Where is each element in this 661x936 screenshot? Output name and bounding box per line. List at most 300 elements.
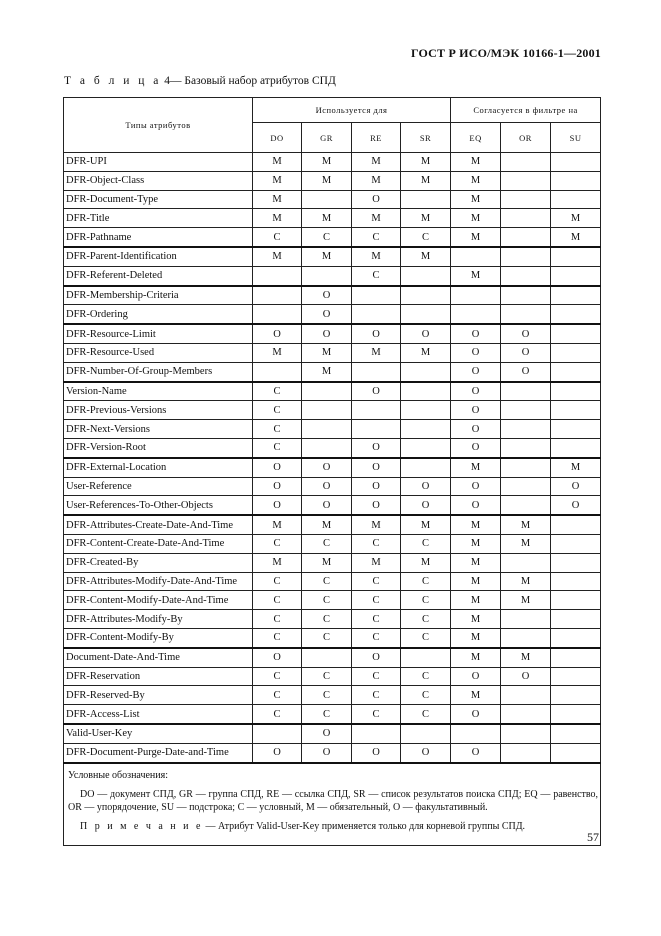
cell-gr: C xyxy=(302,705,352,724)
attribute-name: DFR-Version-Root xyxy=(64,438,253,457)
cell-do: O xyxy=(253,743,302,762)
cell-re: C xyxy=(352,534,401,553)
cell-su xyxy=(551,705,601,724)
cell-gr: O xyxy=(302,724,352,743)
header-filter: Согласуется в фильтре на xyxy=(451,98,601,123)
attribute-name: DFR-Ordering xyxy=(64,305,253,324)
cell-re: C xyxy=(352,705,401,724)
cell-re: O xyxy=(352,648,401,667)
cell-su xyxy=(551,628,601,647)
cell-eq: O xyxy=(451,743,501,762)
table-notes xyxy=(64,763,601,846)
cell-su xyxy=(551,686,601,705)
cell-sr xyxy=(401,458,451,477)
cell-re xyxy=(352,420,401,439)
cell-gr xyxy=(302,420,352,439)
cell-sr xyxy=(401,305,451,324)
cell-su: O xyxy=(551,496,601,515)
cell-gr: C xyxy=(302,591,352,610)
cell-or xyxy=(501,190,551,209)
attribute-name: DFR-Previous-Versions xyxy=(64,401,253,420)
cell-eq: M xyxy=(451,209,501,228)
column-header-gr: GR xyxy=(302,123,352,153)
cell-gr xyxy=(302,648,352,667)
cell-do: O xyxy=(253,477,302,496)
table-row xyxy=(64,324,601,343)
cell-re: M xyxy=(352,171,401,190)
attribute-name: User-References-To-Other-Objects xyxy=(64,496,253,515)
cell-gr: O xyxy=(302,286,352,305)
cell-eq: M xyxy=(451,266,501,285)
cell-sr: C xyxy=(401,610,451,629)
table-row xyxy=(64,628,601,647)
table-row xyxy=(64,724,601,743)
cell-or xyxy=(501,477,551,496)
attribute-name: DFR-Resource-Limit xyxy=(64,324,253,343)
cell-re: M xyxy=(352,153,401,172)
cell-eq: M xyxy=(451,610,501,629)
cell-su xyxy=(551,401,601,420)
attribute-name: Document-Date-And-Time xyxy=(64,648,253,667)
cell-do xyxy=(253,305,302,324)
cell-sr: O xyxy=(401,477,451,496)
cell-eq: O xyxy=(451,343,501,362)
cell-eq: M xyxy=(451,515,501,534)
cell-su xyxy=(551,382,601,401)
cell-su xyxy=(551,171,601,190)
attribute-name: DFR-Created-By xyxy=(64,553,253,572)
column-header-do: DO xyxy=(253,123,302,153)
cell-gr xyxy=(302,266,352,285)
cell-eq xyxy=(451,286,501,305)
cell-re: C xyxy=(352,572,401,591)
column-header-re: RE xyxy=(352,123,401,153)
cell-eq: O xyxy=(451,496,501,515)
cell-sr xyxy=(401,266,451,285)
cell-sr: M xyxy=(401,153,451,172)
cell-or xyxy=(501,305,551,324)
cell-gr: M xyxy=(302,171,352,190)
cell-su xyxy=(551,190,601,209)
cell-eq: M xyxy=(451,686,501,705)
table-row xyxy=(64,228,601,247)
cell-re: O xyxy=(352,496,401,515)
attribute-name: DFR-Content-Create-Date-And-Time xyxy=(64,534,253,553)
cell-do xyxy=(253,266,302,285)
attribute-name: DFR-Attributes-Modify-Date-And-Time xyxy=(64,572,253,591)
attribute-name: DFR-Attributes-Create-Date-And-Time xyxy=(64,515,253,534)
cell-su xyxy=(551,153,601,172)
cell-do: O xyxy=(253,324,302,343)
cell-gr: C xyxy=(302,572,352,591)
cell-eq: M xyxy=(451,628,501,647)
column-header-or: OR xyxy=(501,123,551,153)
cell-re: O xyxy=(352,477,401,496)
cell-or xyxy=(501,266,551,285)
notes-remark xyxy=(68,820,598,833)
attributes-table xyxy=(63,97,601,846)
cell-eq: M xyxy=(451,591,501,610)
cell-sr: C xyxy=(401,667,451,686)
header-attr-types: Типы атрибутов xyxy=(64,98,253,153)
attribute-name: Version-Name xyxy=(64,382,253,401)
cell-do: C xyxy=(253,628,302,647)
table-row xyxy=(64,515,601,534)
caption-title: — Базовый набор атрибутов СПД xyxy=(170,75,336,87)
header-used-for: Используется для xyxy=(253,98,451,123)
cell-eq xyxy=(451,247,501,266)
cell-su xyxy=(551,266,601,285)
table-row xyxy=(64,610,601,629)
table-row xyxy=(64,401,601,420)
cell-su xyxy=(551,343,601,362)
note-label: П р и м е ч а н и е xyxy=(80,820,203,832)
notes-legend: DO — документ СПД, GR — группа СПД, RE — ссылка СПД, SR — список результатов поиска СПД; EQ — равенство, OR — упорядочение, SU — подстрока; C — условный, M — обязательный, O — факультативный. xyxy=(68,788,599,813)
cell-do: M xyxy=(253,247,302,266)
cell-or xyxy=(501,705,551,724)
cell-su: M xyxy=(551,228,601,247)
cell-or: O xyxy=(501,343,551,362)
table-row xyxy=(64,382,601,401)
cell-su xyxy=(551,553,601,572)
cell-do: C xyxy=(253,382,302,401)
cell-or xyxy=(501,286,551,305)
cell-sr: C xyxy=(401,228,451,247)
cell-re xyxy=(352,724,401,743)
cell-gr: M xyxy=(302,247,352,266)
table-row xyxy=(64,286,601,305)
cell-or xyxy=(501,553,551,572)
cell-gr: M xyxy=(302,362,352,381)
cell-sr: C xyxy=(401,572,451,591)
cell-eq: M xyxy=(451,553,501,572)
cell-eq: O xyxy=(451,705,501,724)
cell-do xyxy=(253,362,302,381)
cell-su: M xyxy=(551,458,601,477)
cell-do: C xyxy=(253,534,302,553)
cell-su xyxy=(551,286,601,305)
cell-gr: O xyxy=(302,305,352,324)
cell-eq: M xyxy=(451,190,501,209)
attribute-name: DFR-Content-Modify-By xyxy=(64,628,253,647)
cell-sr: C xyxy=(401,534,451,553)
cell-or xyxy=(501,209,551,228)
table-row xyxy=(64,667,601,686)
table-row xyxy=(64,171,601,190)
cell-re: O xyxy=(352,190,401,209)
cell-eq xyxy=(451,724,501,743)
cell-gr: M xyxy=(302,553,352,572)
cell-gr: O xyxy=(302,458,352,477)
attribute-name: DFR-External-Location xyxy=(64,458,253,477)
attribute-name: DFR-Title xyxy=(64,209,253,228)
cell-sr: M xyxy=(401,247,451,266)
cell-or xyxy=(501,153,551,172)
attribute-name: Valid-User-Key xyxy=(64,724,253,743)
cell-re: O xyxy=(352,743,401,762)
caption-number: 4 xyxy=(164,75,171,87)
cell-su xyxy=(551,420,601,439)
cell-re: C xyxy=(352,686,401,705)
cell-sr: O xyxy=(401,496,451,515)
cell-re: M xyxy=(352,209,401,228)
cell-su xyxy=(551,572,601,591)
cell-su xyxy=(551,724,601,743)
cell-do: C xyxy=(253,686,302,705)
cell-re: O xyxy=(352,382,401,401)
attribute-name: DFR-Document-Type xyxy=(64,190,253,209)
table-row xyxy=(64,420,601,439)
cell-sr: C xyxy=(401,591,451,610)
cell-sr xyxy=(401,420,451,439)
cell-or xyxy=(501,420,551,439)
attribute-name: DFR-Next-Versions xyxy=(64,420,253,439)
cell-or xyxy=(501,171,551,190)
attribute-name: DFR-Membership-Criteria xyxy=(64,286,253,305)
cell-do: C xyxy=(253,572,302,591)
cell-do: C xyxy=(253,228,302,247)
cell-eq: M xyxy=(451,572,501,591)
cell-do: M xyxy=(253,153,302,172)
table-row xyxy=(64,743,601,762)
cell-or xyxy=(501,228,551,247)
table-row xyxy=(64,534,601,553)
cell-eq: O xyxy=(451,362,501,381)
table-row xyxy=(64,266,601,285)
table-row xyxy=(64,591,601,610)
cell-sr xyxy=(401,401,451,420)
cell-su xyxy=(551,591,601,610)
cell-eq: O xyxy=(451,420,501,439)
cell-sr xyxy=(401,382,451,401)
table-row xyxy=(64,686,601,705)
cell-sr: M xyxy=(401,209,451,228)
cell-sr: C xyxy=(401,705,451,724)
cell-do: C xyxy=(253,667,302,686)
cell-eq: O xyxy=(451,324,501,343)
cell-re: C xyxy=(352,667,401,686)
cell-gr: C xyxy=(302,628,352,647)
cell-or xyxy=(501,743,551,762)
table-row xyxy=(64,553,601,572)
cell-gr: O xyxy=(302,743,352,762)
cell-su xyxy=(551,438,601,457)
table-row xyxy=(64,648,601,667)
cell-re: C xyxy=(352,610,401,629)
cell-eq: M xyxy=(451,648,501,667)
cell-or: M xyxy=(501,648,551,667)
cell-su xyxy=(551,324,601,343)
table-row xyxy=(64,247,601,266)
table-caption xyxy=(64,75,336,87)
cell-eq: M xyxy=(451,153,501,172)
cell-su: M xyxy=(551,209,601,228)
cell-re: O xyxy=(352,324,401,343)
note-text: — Атрибут Valid-User-Key применяется только для корневой группы СПД. xyxy=(202,820,526,832)
cell-do: C xyxy=(253,705,302,724)
cell-sr: M xyxy=(401,553,451,572)
table-row xyxy=(64,496,601,515)
cell-su xyxy=(551,515,601,534)
cell-do: O xyxy=(253,458,302,477)
cell-re xyxy=(352,305,401,324)
table-row xyxy=(64,705,601,724)
cell-or: O xyxy=(501,324,551,343)
cell-sr: C xyxy=(401,686,451,705)
table-row xyxy=(64,343,601,362)
cell-re: O xyxy=(352,438,401,457)
cell-or xyxy=(501,247,551,266)
cell-do: M xyxy=(253,553,302,572)
attribute-name: DFR-Content-Modify-Date-And-Time xyxy=(64,591,253,610)
table-row xyxy=(64,458,601,477)
cell-re xyxy=(352,362,401,381)
cell-do: M xyxy=(253,515,302,534)
attribute-name: DFR-Access-List xyxy=(64,705,253,724)
table-row xyxy=(64,572,601,591)
cell-su xyxy=(551,610,601,629)
cell-re xyxy=(352,286,401,305)
cell-do: C xyxy=(253,401,302,420)
cell-gr: O xyxy=(302,477,352,496)
cell-su xyxy=(551,247,601,266)
cell-or xyxy=(501,610,551,629)
page-number: 57 xyxy=(587,830,599,844)
cell-or xyxy=(501,438,551,457)
cell-re: C xyxy=(352,628,401,647)
attribute-name: DFR-Number-Of-Group-Members xyxy=(64,362,253,381)
cell-sr: M xyxy=(401,171,451,190)
table-row xyxy=(64,362,601,381)
cell-sr xyxy=(401,648,451,667)
cell-sr xyxy=(401,362,451,381)
cell-eq: O xyxy=(451,382,501,401)
cell-or xyxy=(501,686,551,705)
attribute-name: DFR-Reservation xyxy=(64,667,253,686)
cell-do: O xyxy=(253,648,302,667)
cell-do: M xyxy=(253,190,302,209)
cell-or xyxy=(501,496,551,515)
cell-re: M xyxy=(352,343,401,362)
cell-su xyxy=(551,743,601,762)
cell-or: M xyxy=(501,534,551,553)
cell-re: M xyxy=(352,553,401,572)
cell-or: M xyxy=(501,572,551,591)
table-row xyxy=(64,190,601,209)
cell-do: C xyxy=(253,610,302,629)
attribute-name: DFR-Resource-Used xyxy=(64,343,253,362)
cell-or xyxy=(501,724,551,743)
table-row xyxy=(64,438,601,457)
cell-gr xyxy=(302,382,352,401)
table-row xyxy=(64,477,601,496)
cell-do xyxy=(253,286,302,305)
cell-do: M xyxy=(253,343,302,362)
cell-su: O xyxy=(551,477,601,496)
cell-do: C xyxy=(253,591,302,610)
cell-gr xyxy=(302,190,352,209)
cell-sr xyxy=(401,190,451,209)
cell-su xyxy=(551,534,601,553)
cell-sr: M xyxy=(401,515,451,534)
cell-gr xyxy=(302,401,352,420)
cell-sr xyxy=(401,438,451,457)
cell-or xyxy=(501,458,551,477)
cell-gr xyxy=(302,438,352,457)
cell-re xyxy=(352,401,401,420)
cell-gr: C xyxy=(302,228,352,247)
attribute-name: DFR-Referent-Deleted xyxy=(64,266,253,285)
cell-or xyxy=(501,382,551,401)
cell-re: M xyxy=(352,515,401,534)
cell-re: C xyxy=(352,266,401,285)
cell-su xyxy=(551,362,601,381)
table-row xyxy=(64,153,601,172)
cell-gr: M xyxy=(302,153,352,172)
cell-eq: O xyxy=(451,438,501,457)
cell-re: C xyxy=(352,591,401,610)
notes-heading: Условные обозначения: xyxy=(68,769,169,781)
document-header: ГОСТ Р ИСО/МЭК 10166-1—2001 xyxy=(410,46,601,60)
cell-re: C xyxy=(352,228,401,247)
attribute-name: User-Reference xyxy=(64,477,253,496)
cell-gr: C xyxy=(302,610,352,629)
cell-do: M xyxy=(253,209,302,228)
cell-or xyxy=(501,401,551,420)
cell-eq: O xyxy=(451,477,501,496)
cell-do: C xyxy=(253,420,302,439)
cell-gr: M xyxy=(302,515,352,534)
table-row xyxy=(64,209,601,228)
cell-su xyxy=(551,305,601,324)
cell-eq: O xyxy=(451,401,501,420)
cell-do: C xyxy=(253,438,302,457)
cell-re: O xyxy=(352,458,401,477)
attribute-name: DFR-Reserved-By xyxy=(64,686,253,705)
attribute-name: DFR-Document-Purge-Date-and-Time xyxy=(64,743,253,762)
cell-gr: O xyxy=(302,496,352,515)
cell-gr: M xyxy=(302,209,352,228)
column-header-eq: EQ xyxy=(451,123,501,153)
cell-eq: M xyxy=(451,534,501,553)
attribute-name: DFR-UPI xyxy=(64,153,253,172)
column-header-sr: SR xyxy=(401,123,451,153)
attribute-name: DFR-Parent-Identification xyxy=(64,247,253,266)
cell-eq: M xyxy=(451,458,501,477)
cell-su xyxy=(551,648,601,667)
cell-sr: O xyxy=(401,324,451,343)
cell-do: M xyxy=(253,171,302,190)
cell-su xyxy=(551,667,601,686)
cell-or: M xyxy=(501,591,551,610)
cell-eq: M xyxy=(451,171,501,190)
cell-or: O xyxy=(501,362,551,381)
cell-gr: C xyxy=(302,534,352,553)
cell-sr: C xyxy=(401,628,451,647)
cell-re: M xyxy=(352,247,401,266)
cell-gr: O xyxy=(302,324,352,343)
cell-gr: C xyxy=(302,667,352,686)
cell-eq xyxy=(451,305,501,324)
cell-or: O xyxy=(501,667,551,686)
attribute-name: DFR-Object-Class xyxy=(64,171,253,190)
cell-sr: O xyxy=(401,743,451,762)
cell-gr: M xyxy=(302,343,352,362)
table-row xyxy=(64,305,601,324)
cell-sr xyxy=(401,286,451,305)
cell-or xyxy=(501,628,551,647)
cell-do xyxy=(253,724,302,743)
